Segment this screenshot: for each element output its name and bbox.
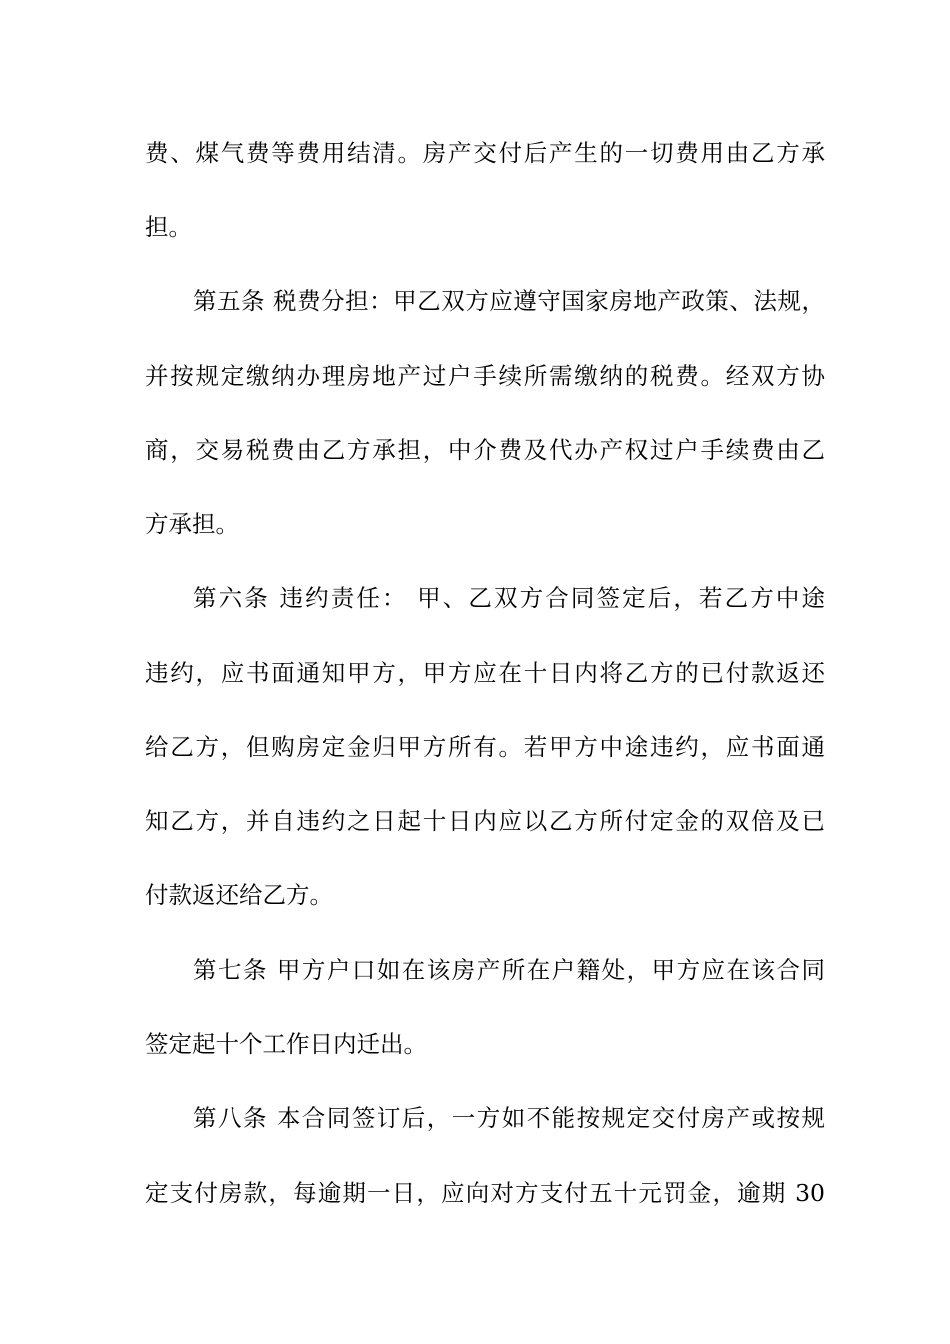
text-line-5: 商，交易税费由乙方承担，中介费及代办产权过户手续费由乙 — [145, 436, 825, 464]
text-line-13: 签定起十个工作日内迁出。 — [145, 1030, 427, 1058]
text-line-6: 方承担。 — [145, 510, 239, 538]
text-line-8: 违约，应书面通知甲方，甲方应在十日内将乙方的已付款返还 — [145, 659, 825, 687]
text-line-15: 定支付房款，每逾期一日，应向对方支付五十元罚金，逾期 30 — [145, 1179, 825, 1207]
article-7-heading-line: 第七条 甲方户口如在该房产所在户籍处，甲方应在该合同 — [193, 956, 825, 984]
text-line-11: 付款返还给乙方。 — [145, 881, 333, 909]
text-line-9: 给乙方，但购房定金归甲方所有。若甲方中途违约，应书面通 — [145, 733, 825, 761]
article-8-heading-line: 第八条 本合同签订后，一方如不能按规定交付房产或按规 — [193, 1104, 825, 1132]
article-6-heading-line: 第六条 违约责任： 甲、乙双方合同签定后，若乙方中途 — [193, 584, 825, 612]
article-5-heading-line: 第五条 税费分担：甲乙双方应遵守国家房地产政策、法规， — [193, 287, 825, 315]
text-line-10: 知乙方，并自违约之日起十日内应以乙方所付定金的双倍及已 — [145, 807, 825, 835]
text-line-2: 担。 — [145, 213, 192, 241]
text-line-4: 并按规定缴纳办理房地产过户手续所需缴纳的税费。经双方协 — [145, 362, 825, 390]
text-line-1: 费、煤气费等费用结清。房产交付后产生的一切费用由乙方承 — [145, 139, 825, 167]
